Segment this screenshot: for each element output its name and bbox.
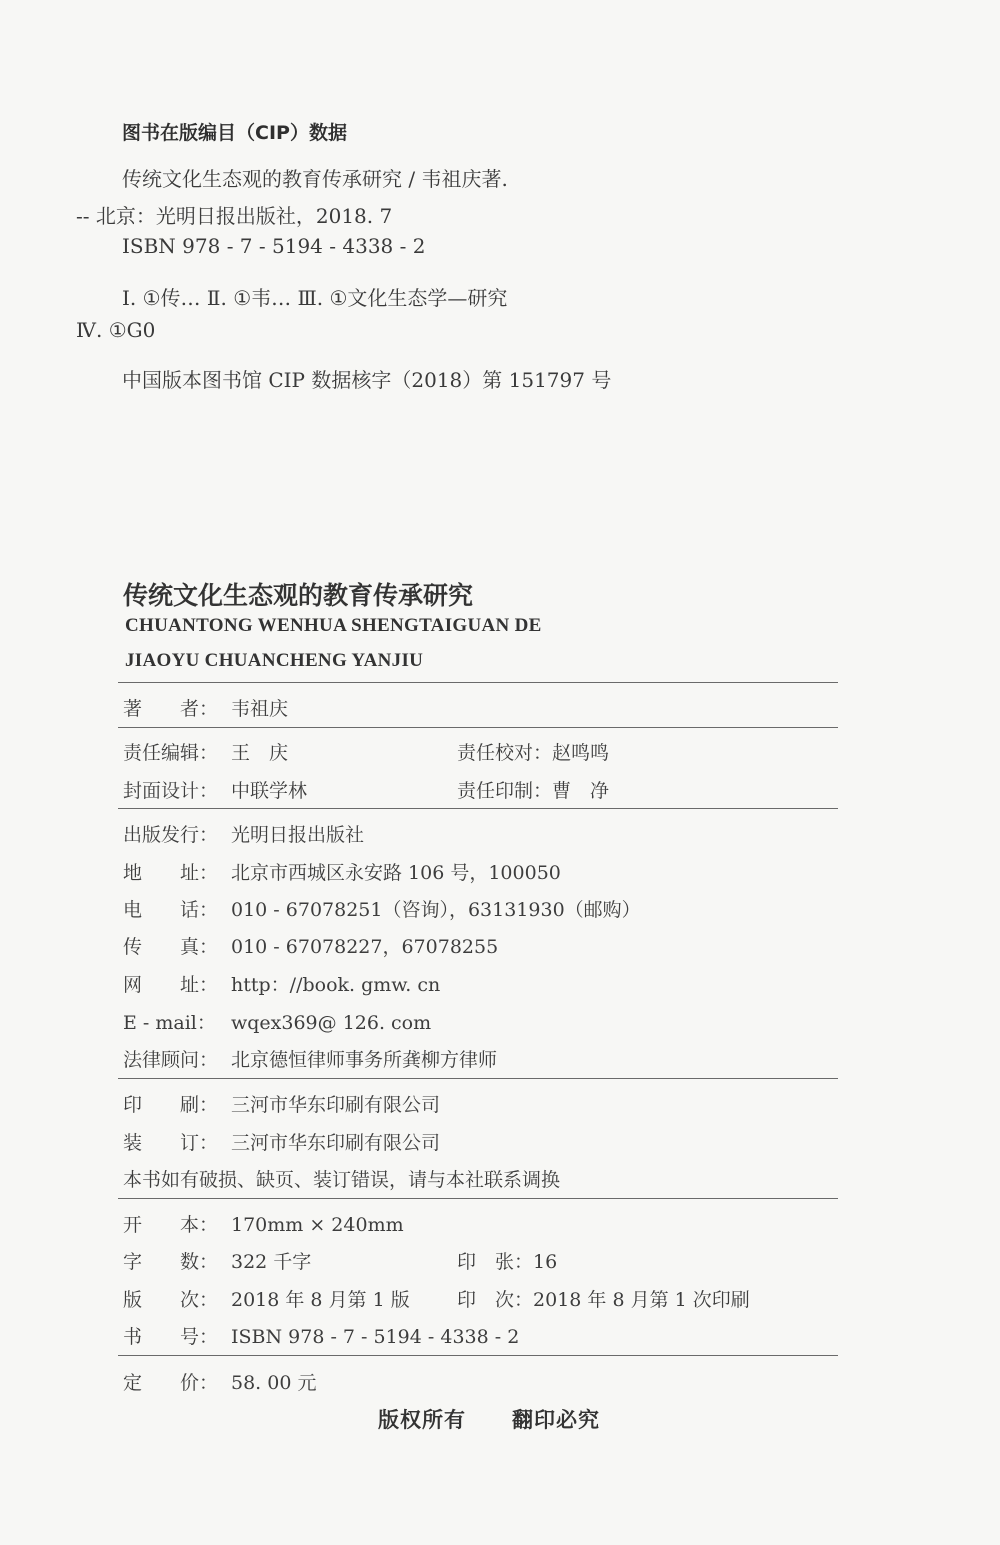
proofreader-value: 赵鸣鸣	[552, 742, 610, 764]
proofreader-row	[457, 738, 609, 765]
cip-line-title: 传统文化生态观的教育传承研究 / 韦祖庆著.	[122, 167, 508, 191]
isbn-row	[123, 1322, 519, 1349]
divider	[118, 727, 838, 728]
damage-notice: 本书如有破损、缺页、装订错误，请与本社联系调换	[123, 1169, 561, 1191]
proofreader-label: 责任校对：	[457, 742, 553, 764]
editor-value: 王 庆	[231, 742, 289, 764]
isbn-value: ISBN 978 - 7 - 5194 - 4338 - 2	[231, 1326, 520, 1348]
edition-label: 版 次：	[123, 1289, 219, 1311]
phone-value: 010 - 67078251（咨询），63131930（邮购）	[231, 899, 641, 921]
website-row	[123, 970, 440, 997]
sheets-label: 印 张：	[457, 1251, 534, 1273]
cip-line-record-number: 中国版本图书馆 CIP 数据核字（2018）第 151797 号	[122, 368, 612, 392]
printing-label: 印 刷：	[123, 1094, 219, 1116]
divider	[118, 1355, 838, 1356]
impression-row	[457, 1285, 750, 1312]
copyright-notice	[378, 1404, 646, 1434]
email-label: E - mail：	[123, 1012, 216, 1034]
print-supervisor-value: 曹 净	[552, 780, 610, 802]
binding-value: 三河市华东印刷有限公司	[231, 1132, 441, 1154]
book-title: 传统文化生态观的教育传承研究	[123, 581, 474, 610]
book-title-pinyin-1: CHUANTONG WENHUA SHENGTAIGUAN DE	[125, 615, 542, 636]
email-row	[123, 1008, 431, 1035]
address-value: 北京市西城区永安路 106 号，100050	[231, 862, 561, 884]
legal-value: 北京德恒律师事务所龚柳方律师	[231, 1049, 498, 1071]
address-label: 地 址：	[123, 862, 219, 884]
isbn-label: 书 号：	[123, 1326, 219, 1348]
divider	[118, 1198, 838, 1199]
edition-row	[123, 1285, 410, 1312]
sheets-value: 16	[533, 1251, 558, 1273]
divider	[118, 1078, 838, 1079]
website-label: 网 址：	[123, 974, 219, 996]
publisher-value: 光明日报出版社	[231, 824, 365, 846]
printing-value: 三河市华东印刷有限公司	[231, 1094, 441, 1116]
cip-line-class-code: Ⅳ. ①G0	[76, 318, 156, 342]
address-row	[123, 858, 561, 885]
author-value: 韦祖庆	[231, 698, 289, 720]
format-row	[123, 1210, 404, 1237]
website-value: http：//book. gmw. cn	[231, 974, 441, 996]
legal-row	[123, 1045, 497, 1072]
words-label: 字 数：	[123, 1251, 219, 1273]
divider	[118, 682, 838, 683]
book-title-pinyin-2: JIAOYU CHUANCHENG YANJIU	[125, 650, 424, 671]
publisher-row	[123, 820, 364, 847]
cip-heading: 图书在版编目（CIP）数据	[122, 122, 347, 144]
impression-label: 印 次：	[457, 1289, 534, 1311]
price-value: 58. 00 元	[231, 1372, 317, 1394]
price-label: 定 价：	[123, 1372, 219, 1394]
format-value: 170mm × 240mm	[231, 1214, 404, 1236]
fax-row	[123, 932, 498, 959]
author-label: 著 者：	[123, 698, 219, 720]
fax-label: 传 真：	[123, 936, 219, 958]
print-supervisor-row	[457, 776, 609, 803]
divider	[118, 808, 838, 809]
cover-design-row	[123, 776, 307, 803]
cip-line-classification: Ⅰ. ①传… Ⅱ. ①韦… Ⅲ. ①文化生态学—研究	[122, 286, 508, 310]
words-row	[123, 1247, 311, 1274]
publisher-label: 出版发行：	[123, 824, 219, 846]
sheets-row	[457, 1247, 557, 1274]
cip-line-publisher: -- 北京：光明日报出版社，2018. 7	[76, 204, 393, 228]
printing-row	[123, 1090, 440, 1117]
author-row	[123, 694, 288, 721]
edition-value: 2018 年 8 月第 1 版	[231, 1289, 410, 1311]
impression-value: 2018 年 8 月第 1 次印刷	[533, 1289, 750, 1311]
price-row	[123, 1368, 316, 1395]
fax-value: 010 - 67078227，67078255	[231, 936, 499, 958]
email-value: wqex369@ 126. com	[231, 1012, 432, 1034]
cover-design-value: 中联学林	[231, 780, 308, 802]
cover-design-label: 封面设计：	[123, 780, 219, 802]
editor-row	[123, 738, 288, 765]
copyright-piracy-warning: 翻印必究	[512, 1408, 600, 1432]
binding-row	[123, 1128, 440, 1155]
phone-label: 电 话：	[123, 899, 219, 921]
words-value: 322 千字	[231, 1251, 312, 1273]
copyright-reserved: 版权所有	[378, 1408, 466, 1432]
phone-row	[123, 895, 641, 922]
cip-line-isbn: ISBN 978 - 7 - 5194 - 4338 - 2	[122, 234, 426, 258]
legal-label: 法律顾问：	[123, 1049, 219, 1071]
print-supervisor-label: 责任印制：	[457, 780, 553, 802]
binding-label: 装 订：	[123, 1132, 219, 1154]
format-label: 开 本：	[123, 1214, 219, 1236]
editor-label: 责任编辑：	[123, 742, 219, 764]
